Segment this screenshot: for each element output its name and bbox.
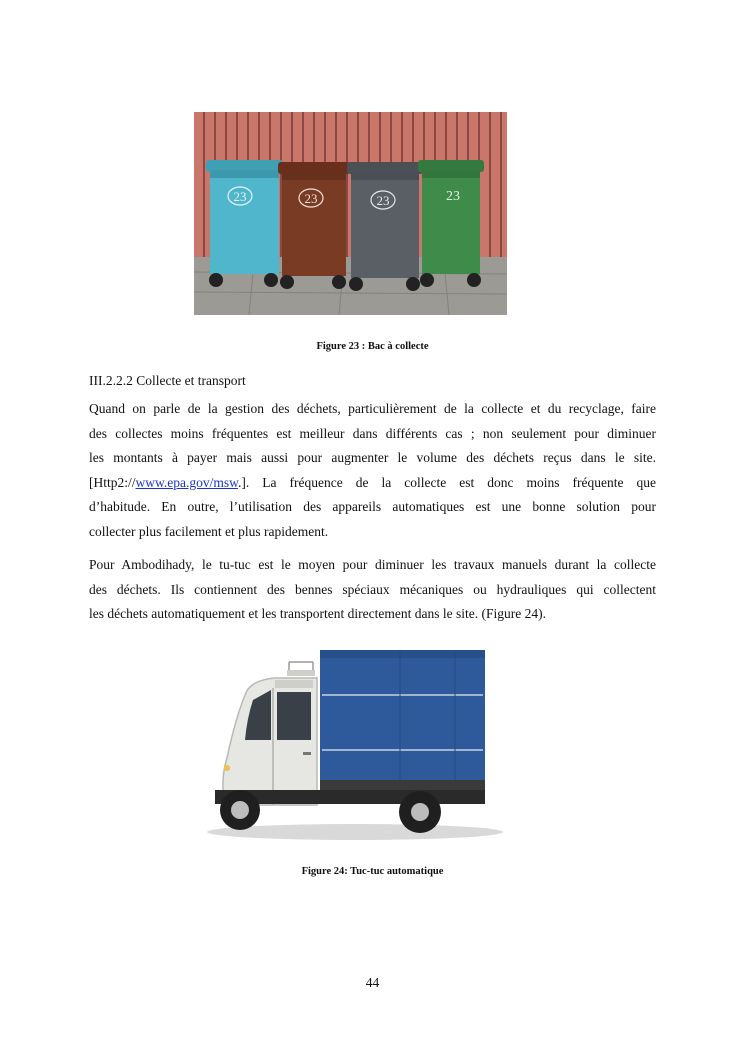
text-line-with-link — [89, 471, 656, 496]
citation-suffix: .]. La fréquence de la collecte est donc moins fréquente que — [237, 474, 656, 490]
paragraph-2 — [89, 553, 656, 627]
cargo-box — [320, 650, 485, 790]
figure-23-bins-photo — [194, 112, 507, 315]
page-number: 44 — [365, 975, 380, 990]
bin-blue — [206, 160, 283, 287]
figure-23-caption: Figure 23 : Bac à collecte — [316, 341, 429, 352]
text-line: des déchets. Ils contiennent des bennes spéciaux mécaniques ou hydrauliques qui collectent — [89, 581, 656, 597]
bin-number-label: 23 — [446, 189, 460, 204]
text-line: Quand on parle de la gestion des déchets, particulièrement de la collecte et du recyclage, faire — [89, 401, 656, 416]
figure-24-tuktuk-photo — [205, 640, 505, 842]
text-line: des collectes moins fréquentes est meilleur dans différents cas ; non seulement pour diminuer — [89, 425, 656, 441]
text-line: d’habitude. En outre, l’utilisation des appareils automatiques est une bonne solution pour — [89, 499, 656, 515]
text-line: les montants à payer mais aussi pour augmenter le volume des déchets reçus dans le site. — [89, 450, 656, 466]
bin-green — [418, 160, 484, 287]
paragraph-1 — [89, 397, 656, 545]
citation-prefix: [Http2:// — [89, 474, 136, 490]
cab — [223, 662, 317, 805]
bin-grey — [347, 162, 423, 291]
bin-brown — [278, 162, 350, 289]
bin-number-label: 23 — [304, 191, 318, 206]
figure-24-caption: Figure 24: Tuc-tuc automatique — [301, 866, 444, 877]
text-line: collecter plus facilement et plus rapidement. — [89, 523, 329, 539]
epa-link[interactable]: www.epa.gov/msw — [135, 474, 238, 490]
text-line: Pour Ambodihady, le tu-tuc est le moyen pour diminuer les travaux manuels durant la collecte — [89, 557, 656, 572]
section-heading: III.2.2.2 Collecte et transport — [89, 373, 246, 388]
bin-number-label: 23 — [233, 189, 247, 204]
bin-number-label: 23 — [376, 193, 390, 208]
text-line: les déchets automatiquement et les transportent directement dans le site. (Figure 24). — [89, 606, 546, 622]
